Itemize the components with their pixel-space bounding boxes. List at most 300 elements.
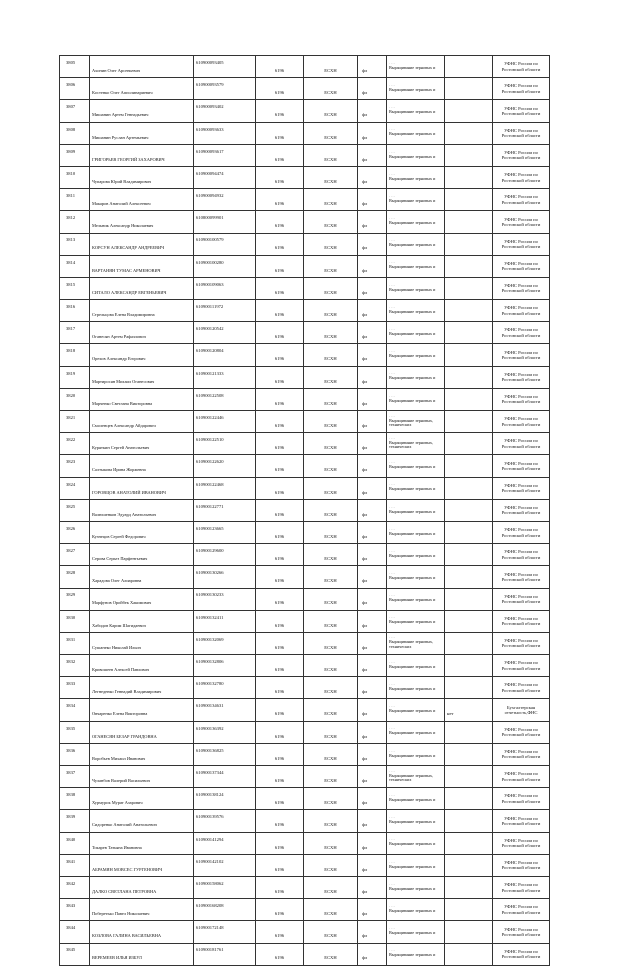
row-inn: 610900120804 bbox=[196, 348, 224, 354]
row-activity-marker: · · · · bbox=[389, 770, 396, 774]
row-org: УФНС России по Ростовской области bbox=[501, 283, 541, 294]
row-activity: Выращивание зерновых и bbox=[389, 220, 436, 226]
row-activity: Выращивание зерновых и bbox=[389, 552, 436, 558]
table-row bbox=[60, 100, 550, 122]
table-row bbox=[60, 388, 550, 410]
row-name: КОЗЛОВА ГАЛИНА ВАСИЛЬЕВНА bbox=[92, 933, 162, 939]
row-org: УФНС России по Ростовской области bbox=[501, 105, 541, 116]
row-regime: ЕСХН bbox=[324, 112, 337, 118]
row-regime: ЕСХН bbox=[324, 312, 337, 318]
row-number: 3825 bbox=[66, 503, 76, 509]
row-activity-marker: · · · · bbox=[389, 684, 396, 688]
row-regime: ЕСХН bbox=[324, 600, 337, 606]
row-name: Хабидов Карим Шагидаевич bbox=[92, 622, 146, 628]
row-number: 3844 bbox=[66, 925, 76, 931]
row-type: фл bbox=[362, 356, 368, 362]
row-org: УФНС России по Ростовской области bbox=[501, 482, 541, 494]
row-activity-marker: · · · · bbox=[389, 437, 396, 441]
row-regime: ЕСХН bbox=[324, 777, 337, 783]
row-type: фл bbox=[362, 911, 368, 917]
row-inn: 610900111972 bbox=[196, 304, 224, 310]
row-activity: Выращивание зерновых и bbox=[389, 907, 436, 913]
row-inn: 610900130233 bbox=[196, 592, 224, 598]
row-type: фл bbox=[362, 822, 368, 828]
row-type: фл bbox=[362, 378, 368, 384]
row-org: УФНС России по Ростовской области bbox=[501, 527, 541, 538]
row-activity: Выращивание зерновых и bbox=[389, 264, 436, 270]
row-inn: 610900158062 bbox=[196, 880, 224, 886]
row-activity-marker: · · · · bbox=[389, 839, 396, 843]
row-code: 6196 bbox=[274, 533, 285, 539]
table-row bbox=[60, 366, 550, 388]
row-org: УФНС России по Ростовской области bbox=[501, 638, 541, 649]
row-code: 6196 bbox=[274, 689, 285, 695]
table-row bbox=[60, 56, 550, 78]
row-number: 3811 bbox=[66, 193, 76, 199]
row-inn: 610900141294 bbox=[196, 836, 224, 842]
row-name: Харадова Олег Алиаровна bbox=[92, 578, 142, 584]
row-number: 3808 bbox=[66, 126, 76, 132]
row-name: АБРАМЯН МОВСЕС ГУРГЕНОВИЧ bbox=[92, 866, 163, 872]
row-type: фл bbox=[362, 67, 368, 73]
row-org: УФНС России по Ростовской области bbox=[501, 172, 541, 183]
row-number: 3805 bbox=[66, 59, 76, 65]
row-name: ОГАНЕСЯН БЕЗАР ГРАНДОВНА bbox=[92, 733, 157, 739]
row-code: 6196 bbox=[274, 178, 285, 184]
table-row bbox=[60, 677, 550, 699]
table-row bbox=[60, 876, 550, 898]
row-regime: ЕСХН bbox=[324, 533, 337, 539]
row-activity-marker: · · · · bbox=[389, 107, 396, 111]
row-org: УФНС России по Ростовской области bbox=[501, 615, 541, 627]
row-inn: 610900093617 bbox=[196, 148, 224, 154]
row-activity: Выращивание зерновых и bbox=[389, 131, 436, 137]
row-activity-marker: · · · · bbox=[389, 462, 396, 466]
row-regime: ЕСХН bbox=[324, 201, 337, 207]
row-activity: Выращивание зерновых, технических bbox=[389, 417, 434, 428]
table-row bbox=[60, 166, 550, 188]
row-regime: ЕСХН bbox=[324, 90, 337, 96]
table-row bbox=[60, 655, 550, 677]
row-name: Легнеденко Геннадий Владимирович bbox=[92, 689, 162, 695]
row-org: УФНС России по Ростовской области bbox=[501, 216, 541, 227]
row-inn: 610900109063 bbox=[196, 281, 224, 287]
row-org: УФНС России по Ростовской области bbox=[501, 504, 541, 516]
row-inn: 610900094932 bbox=[196, 193, 224, 199]
row-regime: ЕСХН bbox=[324, 445, 337, 451]
row-code: 6196 bbox=[274, 356, 285, 362]
row-activity: Выращивание зерновых и bbox=[389, 508, 436, 514]
row-name: Мартиросян Михаил Оганесович bbox=[92, 378, 155, 384]
row-regime: ЕСХН bbox=[324, 955, 337, 961]
row-regime: ЕСХН bbox=[324, 711, 337, 717]
row-inn: 610900132806 bbox=[196, 659, 224, 665]
row-type: фл bbox=[362, 223, 368, 229]
row-type: фл bbox=[362, 201, 368, 207]
row-code: 6196 bbox=[274, 955, 285, 961]
row-org: УФНС России по Ростовской области bbox=[501, 416, 541, 427]
row-activity: Выращивание зерновых и bbox=[389, 375, 436, 381]
row-inn: 610900132069 bbox=[196, 636, 224, 642]
row-number: 3823 bbox=[66, 459, 76, 465]
row-code: 6196 bbox=[274, 888, 285, 894]
table-row bbox=[60, 255, 550, 277]
row-regime: ЕСХН bbox=[324, 511, 337, 517]
table-row bbox=[60, 411, 550, 433]
row-regime: ЕСХН bbox=[324, 800, 337, 806]
row-number: 3810 bbox=[66, 170, 76, 176]
row-org: УФНС России по Ростовской области bbox=[501, 194, 541, 205]
row-activity: Выращивание зерновых и bbox=[389, 841, 436, 847]
row-org: УФНС России по Ростовской области bbox=[501, 682, 541, 693]
row-activity-marker: · · · · bbox=[389, 883, 396, 887]
row-activity-marker: · · · · bbox=[389, 373, 396, 377]
row-activity-marker: · · · · bbox=[389, 817, 396, 821]
row-number: 3832 bbox=[66, 659, 76, 665]
table-row bbox=[60, 322, 550, 344]
row-name: Марченко Светлана Викторовна bbox=[92, 400, 153, 406]
row-name: Чуланбов Валерий Васильевич bbox=[92, 777, 150, 783]
table-row bbox=[60, 477, 550, 499]
row-code: 6196 bbox=[274, 422, 285, 428]
row-name: Стрельцова Елена Владимировна bbox=[92, 312, 155, 318]
row-org: УФНС России по Ростовской области bbox=[501, 394, 541, 405]
table-row bbox=[60, 921, 550, 943]
table-row bbox=[60, 566, 550, 588]
row-inn: 610900172148 bbox=[196, 925, 224, 931]
row-name: Мишанин Артем Геннадьевич bbox=[92, 112, 149, 118]
row-code: 6196 bbox=[274, 223, 285, 229]
row-type: фл bbox=[362, 844, 368, 850]
row-type: фл bbox=[362, 289, 368, 295]
row-type: фл bbox=[362, 156, 368, 162]
row-inn: 610900130266 bbox=[196, 570, 224, 576]
row-org: УФНС России по Ростовской области bbox=[501, 837, 541, 849]
row-activity-marker: · · · · bbox=[389, 706, 396, 710]
row-activity-marker: · · · · bbox=[389, 415, 396, 419]
row-number: 3840 bbox=[66, 836, 76, 842]
row-activity: Выращивание зерновых и bbox=[389, 397, 436, 403]
table-row bbox=[60, 499, 550, 521]
row-inn: 610900122508 bbox=[196, 392, 224, 398]
row-activity: Выращивание зерновых и bbox=[389, 331, 436, 337]
row-number: 3839 bbox=[66, 814, 76, 820]
table-row bbox=[60, 211, 550, 233]
row-inn: 610900093633 bbox=[196, 126, 224, 132]
row-regime: ЕСХН bbox=[324, 844, 337, 850]
row-activity: Выращивание зерновых, технических bbox=[389, 772, 434, 783]
row-activity-marker: · · · · bbox=[389, 284, 396, 288]
row-code: 6196 bbox=[274, 911, 285, 917]
row-type: фл bbox=[362, 334, 368, 340]
row-regime: ЕСХН bbox=[324, 156, 337, 162]
row-regime: ЕСХН bbox=[324, 622, 337, 628]
row-inn: 610900122620 bbox=[196, 459, 224, 465]
row-number: 3816 bbox=[66, 304, 76, 310]
row-activity-marker: · · · · bbox=[389, 637, 396, 641]
row-code: 6196 bbox=[274, 445, 285, 451]
row-regime: ЕСХН bbox=[324, 378, 337, 384]
row-inn: 610900094474 bbox=[196, 170, 224, 176]
row-org: УФНС России по Ростовской области bbox=[501, 61, 541, 72]
row-type: фл bbox=[362, 933, 368, 939]
row-regime: ЕСХН bbox=[324, 134, 337, 140]
row-activity-marker: · · · · bbox=[389, 329, 396, 333]
row-code: 6196 bbox=[274, 866, 285, 872]
row-activity-marker: · · · · bbox=[389, 661, 396, 665]
row-number: 3827 bbox=[66, 548, 76, 554]
row-org: УФНС России по Ростовской области bbox=[501, 327, 541, 338]
row-type: фл bbox=[362, 866, 368, 872]
row-code: 6196 bbox=[274, 267, 285, 273]
table-row bbox=[60, 632, 550, 654]
row-activity: Выращивание зерновых и bbox=[389, 242, 436, 248]
row-activity-marker: · · · · bbox=[389, 484, 396, 488]
row-activity: Выращивание зерновых и bbox=[389, 796, 436, 802]
row-code: 6196 bbox=[274, 67, 285, 73]
row-org: УФНС России по Ростовской области bbox=[501, 83, 541, 94]
table-row bbox=[60, 300, 550, 322]
row-name: Хурмурок Мурат Азарович bbox=[92, 800, 143, 806]
table-row bbox=[60, 544, 550, 566]
registry-table bbox=[59, 55, 550, 966]
table-row bbox=[60, 233, 550, 255]
row-name: Воробьев Михаил Иванович bbox=[92, 755, 146, 761]
row-org: УФНС России по Ростовской области bbox=[501, 371, 541, 383]
row-type: фл bbox=[362, 888, 368, 894]
row-name: Орехов Александр Егорович bbox=[92, 356, 146, 362]
row-name: Кузнецов Сергей Федорович bbox=[92, 533, 146, 539]
row-name: Мельник Александр Николаевич bbox=[92, 223, 154, 229]
row-regime: ЕСХН bbox=[324, 467, 337, 473]
row-inn: 610900123665 bbox=[196, 525, 224, 531]
row-name: Серова Серьез Парфентьевич bbox=[92, 556, 148, 562]
row-code: 6196 bbox=[274, 378, 285, 384]
row-inn: 610900168208 bbox=[196, 903, 224, 909]
row-name: Поберетько Павел Николаевич bbox=[92, 911, 150, 917]
row-inn: 610900129600 bbox=[196, 548, 224, 554]
row-code: 6196 bbox=[274, 90, 285, 96]
row-name: Сушанеко Николай Ильич bbox=[92, 644, 141, 650]
table-row bbox=[60, 721, 550, 743]
row-inn: 610900136825 bbox=[196, 747, 224, 753]
row-activity-marker: · · · · bbox=[389, 905, 396, 909]
table-row bbox=[60, 189, 550, 211]
row-activity-marker: · · · · bbox=[389, 218, 396, 222]
row-number: 3835 bbox=[66, 725, 76, 731]
row-code: 6196 bbox=[274, 622, 285, 628]
row-regime: ЕСХН bbox=[324, 489, 337, 495]
table-row bbox=[60, 277, 550, 299]
row-number: 3818 bbox=[66, 348, 76, 354]
row-number: 3837 bbox=[66, 769, 76, 775]
row-activity-marker: · · · · bbox=[389, 506, 396, 510]
row-inn: 610900093405 bbox=[196, 59, 224, 65]
row-type: фл bbox=[362, 733, 368, 739]
row-code: 6196 bbox=[274, 844, 285, 850]
row-name: Марфунов Оройбек Хакимович bbox=[92, 600, 152, 606]
row-name: Макаров Анатолий Алексеевич bbox=[92, 201, 151, 207]
row-name: Овчаренко Елена Викторовна bbox=[92, 711, 148, 717]
row-code: 6196 bbox=[274, 245, 285, 251]
row-inn: 610900093402 bbox=[196, 104, 224, 110]
row-regime: ЕСХН bbox=[324, 733, 337, 739]
table-row bbox=[60, 943, 550, 965]
row-regime: ЕСХН bbox=[324, 911, 337, 917]
row-name: Куряткин Сергей Анатольевич bbox=[92, 445, 150, 451]
row-number: 3815 bbox=[66, 281, 76, 287]
row-inn: 610800099901 bbox=[196, 215, 224, 221]
row-code: 6196 bbox=[274, 334, 285, 340]
row-org: УФНС России по Ростовской области bbox=[501, 859, 541, 871]
row-number: 3841 bbox=[66, 858, 76, 864]
row-activity-marker: · · · · bbox=[389, 240, 396, 244]
row-name: ДАЛКО СВЕТЛАНА ПЕТРОВНА bbox=[92, 888, 157, 894]
row-type: фл bbox=[362, 511, 368, 517]
row-number: 3821 bbox=[66, 414, 76, 420]
row-inn: 610900137344 bbox=[196, 769, 224, 775]
table-row bbox=[60, 699, 550, 721]
row-inn: 610900139576 bbox=[196, 814, 224, 820]
table-row bbox=[60, 610, 550, 632]
row-activity: Выращивание зерновых, технических bbox=[389, 639, 434, 649]
row-inn: 610900136392 bbox=[196, 725, 224, 731]
row-name: СИТАЛО АЛЕКСАНДР ЕВГЕНЬЕВИЧ bbox=[92, 289, 167, 295]
row-org: УФНС России по Ростовской области bbox=[501, 771, 541, 782]
row-activity-marker: · · · · bbox=[389, 861, 396, 865]
row-number: 3809 bbox=[66, 148, 76, 154]
row-activity-marker: · · · · bbox=[389, 62, 396, 66]
row-name: ВАРТАНЯН ТУМАС АРМЕНОВИЧ bbox=[92, 267, 161, 273]
row-code: 6196 bbox=[274, 134, 285, 140]
row-code: 6196 bbox=[274, 644, 285, 650]
row-org: УФНС России по Ростовской области bbox=[501, 660, 541, 671]
row-activity-marker: · · · · bbox=[389, 794, 396, 798]
row-activity: Выращивание зерновых и bbox=[389, 952, 436, 958]
row-activity: Выращивание зерновых и bbox=[389, 819, 436, 825]
registry-table-page bbox=[59, 55, 549, 966]
row-regime: ЕСХН bbox=[324, 644, 337, 650]
row-org: УФНС России по Ростовской области bbox=[501, 904, 541, 915]
row-code: 6196 bbox=[274, 800, 285, 806]
row-name: Ахонин Олег Арсеньевич bbox=[92, 67, 140, 73]
row-activity: Выращивание зерновых, технических bbox=[389, 439, 434, 450]
row-activity: Выращивание зерновых и bbox=[389, 175, 436, 181]
row-number: 3813 bbox=[66, 237, 76, 243]
row-org: УФНС России по Ростовской области bbox=[501, 438, 541, 449]
row-name: ГОРОВЦОВ АНАТОЛИЙ ИВАНОВИЧ bbox=[92, 489, 166, 495]
row-org: УФНС России по Ростовской области bbox=[501, 948, 541, 960]
table-row bbox=[60, 78, 550, 100]
row-activity: Выращивание зерновых и bbox=[389, 286, 436, 292]
row-activity: Выращивание зерновых и bbox=[389, 486, 436, 492]
row-inn: 610900181761 bbox=[196, 947, 224, 953]
row-inn: 610900100280 bbox=[196, 259, 224, 265]
row-activity: Выращивание зерновых и bbox=[389, 353, 436, 359]
row-org: УФНС России по Ростовской области bbox=[501, 238, 541, 250]
row-number: 3820 bbox=[66, 392, 76, 398]
row-number: 3834 bbox=[66, 703, 76, 709]
row-type: фл bbox=[362, 533, 368, 539]
row-regime: ЕСХН bbox=[324, 422, 337, 428]
table-row bbox=[60, 521, 550, 543]
row-type: фл bbox=[362, 711, 368, 717]
row-regime: ЕСХН bbox=[324, 334, 337, 340]
row-regime: ЕСХН bbox=[324, 933, 337, 939]
row-inn: 610900122468 bbox=[196, 481, 224, 487]
row-name: КОРСУН АЛЕКСАНДР АНДРЕЕВИЧ bbox=[92, 245, 165, 251]
row-number: 3814 bbox=[66, 259, 76, 265]
row-number: 3842 bbox=[66, 880, 76, 886]
row-activity: Выращивание зерновых и bbox=[389, 930, 436, 936]
row-code: 6196 bbox=[274, 556, 285, 562]
row-inn: 610900142102 bbox=[196, 858, 224, 864]
row-inn: 610900121333 bbox=[196, 370, 224, 376]
row-number: 3817 bbox=[66, 326, 76, 332]
row-type: фл bbox=[362, 578, 368, 584]
row-code: 6196 bbox=[274, 600, 285, 606]
row-type: фл bbox=[362, 178, 368, 184]
row-regime: ЕСХН bbox=[324, 245, 337, 251]
row-regime: ЕСХН bbox=[324, 689, 337, 695]
row-org: Бухгалтерская отчетность,ФНС bbox=[504, 704, 538, 716]
row-number: 3828 bbox=[66, 570, 76, 576]
row-regime: ЕСХН bbox=[324, 888, 337, 894]
row-number: 3836 bbox=[66, 747, 76, 753]
row-org: УФНС России по Ростовской области bbox=[501, 882, 541, 893]
row-type: фл bbox=[362, 400, 368, 406]
row-code: 6196 bbox=[274, 201, 285, 207]
row-type: фл bbox=[362, 134, 368, 140]
row-type: фл bbox=[362, 112, 368, 118]
table-row bbox=[60, 588, 550, 610]
row-code: 6196 bbox=[274, 777, 285, 783]
row-activity-marker: · · · · bbox=[389, 928, 396, 932]
row-regime: ЕСХН bbox=[324, 356, 337, 362]
row-regime: ЕСХН bbox=[324, 556, 337, 562]
row-type: фл bbox=[362, 90, 368, 96]
row-type: фл bbox=[362, 600, 368, 606]
row-name: Мишанин Руслан Артемьевич bbox=[92, 134, 149, 140]
row-activity: Выращивание зерновых и bbox=[389, 464, 436, 470]
table-row bbox=[60, 788, 550, 810]
table-row bbox=[60, 144, 550, 166]
row-number: 3819 bbox=[66, 370, 76, 376]
row-activity: Выращивание зерновых и bbox=[389, 863, 436, 869]
row-name: Валюшенков Эдуард Анатольевич bbox=[92, 511, 157, 517]
row-activity: Выращивание зерновых и bbox=[389, 197, 436, 203]
row-number: 3830 bbox=[66, 614, 76, 620]
row-code: 6196 bbox=[274, 489, 285, 495]
row-code: 6196 bbox=[274, 733, 285, 739]
row-code: 6196 bbox=[274, 667, 285, 673]
row-type: фл bbox=[362, 556, 368, 562]
table-row bbox=[60, 433, 550, 455]
row-number: 3831 bbox=[66, 636, 76, 642]
row-regime: ЕСХН bbox=[324, 866, 337, 872]
row-org: УФНС России по Ростовской области bbox=[501, 926, 541, 937]
row-type: фл bbox=[362, 312, 368, 318]
row-inn: 610900134631 bbox=[196, 703, 224, 709]
table-row bbox=[60, 743, 550, 765]
row-org: УФНС России по Ростовской области bbox=[501, 749, 541, 760]
row-code: 6196 bbox=[274, 400, 285, 406]
row-regime: ЕСХН bbox=[324, 178, 337, 184]
table-row bbox=[60, 766, 550, 788]
row-activity-marker: · · · · bbox=[389, 595, 396, 599]
row-regime: ЕСХН bbox=[324, 755, 337, 761]
row-regime: ЕСХН bbox=[324, 400, 337, 406]
